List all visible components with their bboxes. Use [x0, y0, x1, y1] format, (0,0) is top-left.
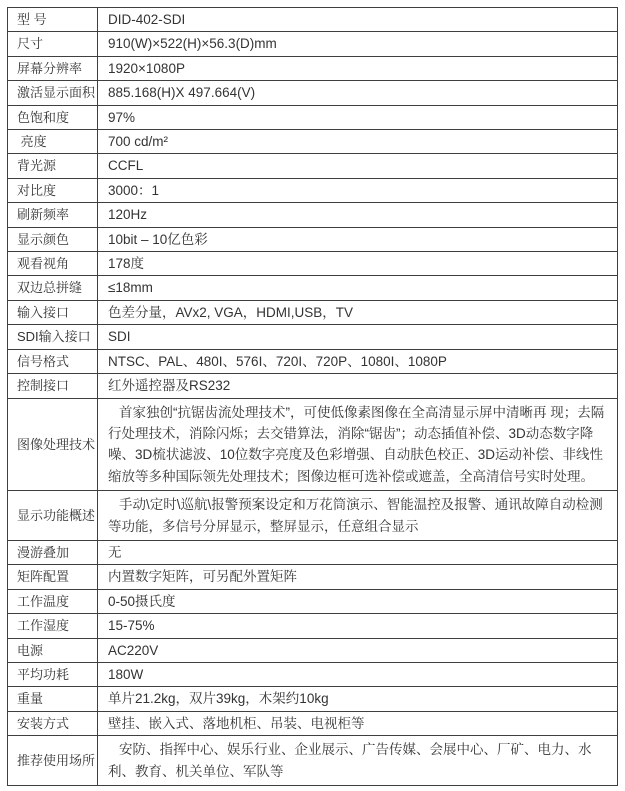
table-row	[8, 252, 618, 276]
spec-value-cell: 壁挂、嵌入式、落地机柜、吊装、电视柜等	[98, 711, 618, 735]
spec-value-cell: 885.168(H)X 497.664(V)	[98, 81, 618, 105]
spec-value-cell: 安防、指挥中心、娱乐行业、企业展示、广告传媒、会展中心、厂矿、电力、水利、教育、机关单位、军队等	[98, 736, 618, 786]
table-row	[8, 325, 618, 349]
table-row	[8, 374, 618, 398]
table-row	[8, 614, 618, 638]
spec-value-cell: 无	[98, 540, 618, 564]
spec-value-cell: SDI	[98, 325, 618, 349]
table-row	[8, 398, 618, 491]
table-row	[8, 130, 618, 154]
table-row	[8, 81, 618, 105]
spec-label-cell: 控制接口	[8, 374, 98, 398]
spec-label-cell: SDI输入接口	[8, 325, 98, 349]
spec-label-cell: 输入接口	[8, 300, 98, 324]
spec-label-cell: 刷新频率	[8, 203, 98, 227]
table-row	[8, 565, 618, 589]
spec-label-cell: 背光源	[8, 154, 98, 178]
table-row	[8, 540, 618, 564]
spec-value-cell: 180W	[98, 662, 618, 686]
spec-value-cell: 手动\定时\巡航\报警预案设定和万花筒演示、智能温控及报警、通讯故障自动检测等功能，多信号分屏显示，整屏显示，任意组合显示	[98, 491, 618, 541]
spec-value-cell: 15-75%	[98, 614, 618, 638]
spec-label-cell: 工作温度	[8, 589, 98, 613]
table-row	[8, 154, 618, 178]
spec-value-cell: 178度	[98, 252, 618, 276]
spec-label-cell: 平均功耗	[8, 662, 98, 686]
spec-label-cell: 激活显示面积	[8, 81, 98, 105]
spec-value-cell: 10bit – 10亿色彩	[98, 227, 618, 251]
spec-value-cell: 首家独创“抗锯齿流处理技术”，可使低像素图像在全高清显示屏中清晰再 现；去隔行处理技术，消除闪烁；去交错算法，消除“锯齿”；动态插值补偿、3D动态数字降噪、3D梳状滤波、10位数字亮度及色彩增强、自动肤色校正、3D运动补偿、非线性缩放等多种国际领先处理技术；图像边框可选补偿或遮盖，全高清信号实时处理。	[98, 398, 618, 491]
table-row	[8, 349, 618, 373]
spec-value-cell: 910(W)×522(H)×56.3(D)mm	[98, 32, 618, 56]
spec-label-cell: 对比度	[8, 178, 98, 202]
table-row	[8, 736, 618, 786]
spec-table	[7, 7, 618, 786]
table-row	[8, 32, 618, 56]
spec-label-cell: 信号格式	[8, 349, 98, 373]
table-row	[8, 8, 618, 32]
spec-label-cell: 型 号	[8, 8, 98, 32]
spec-label-cell: 推荐使用场所	[8, 736, 98, 786]
spec-label-cell: 观看视角	[8, 252, 98, 276]
spec-value-cell: 1920×1080P	[98, 56, 618, 80]
spec-label-cell: 矩阵配置	[8, 565, 98, 589]
table-row	[8, 491, 618, 541]
spec-value-cell: CCFL	[98, 154, 618, 178]
spec-label-cell: 重量	[8, 687, 98, 711]
table-row	[8, 711, 618, 735]
table-row	[8, 56, 618, 80]
spec-label-cell: 尺寸	[8, 32, 98, 56]
spec-label-cell: 电源	[8, 638, 98, 662]
table-row	[8, 227, 618, 251]
table-row	[8, 589, 618, 613]
spec-table-body	[8, 8, 618, 786]
spec-label-cell: 显示功能概述	[8, 491, 98, 541]
table-row	[8, 300, 618, 324]
spec-value-cell: AC220V	[98, 638, 618, 662]
spec-value-cell: 700 cd/m²	[98, 130, 618, 154]
spec-value-cell: 0-50摄氏度	[98, 589, 618, 613]
table-row	[8, 638, 618, 662]
spec-label-cell: 色饱和度	[8, 105, 98, 129]
spec-label-cell: 双边总拼缝	[8, 276, 98, 300]
table-row	[8, 687, 618, 711]
table-row	[8, 662, 618, 686]
spec-label-cell: 屏幕分辨率	[8, 56, 98, 80]
table-row	[8, 105, 618, 129]
spec-value-cell: 单片21.2kg，双片39kg，木架约10kg	[98, 687, 618, 711]
spec-value-cell: 97%	[98, 105, 618, 129]
spec-label-cell: 安装方式	[8, 711, 98, 735]
spec-value-cell: ≤18mm	[98, 276, 618, 300]
spec-label-cell: 图像处理技术	[8, 398, 98, 491]
spec-value-cell: 红外遥控器及RS232	[98, 374, 618, 398]
table-row	[8, 276, 618, 300]
spec-label-cell: 漫游叠加	[8, 540, 98, 564]
spec-label-cell: 亮度	[8, 130, 98, 154]
spec-value-cell: 120Hz	[98, 203, 618, 227]
table-row	[8, 203, 618, 227]
spec-label-cell: 工作湿度	[8, 614, 98, 638]
spec-value-cell: NTSC、PAL、480I、576I、720I、720P、1080I、1080P	[98, 349, 618, 373]
spec-value-cell: 3000：1	[98, 178, 618, 202]
spec-label-cell: 显示颜色	[8, 227, 98, 251]
spec-value-cell: DID-402-SDI	[98, 8, 618, 32]
spec-value-cell: 内置数字矩阵，可另配外置矩阵	[98, 565, 618, 589]
spec-value-cell: 色差分量，AVx2, VGA，HDMI,USB，TV	[98, 300, 618, 324]
table-row	[8, 178, 618, 202]
